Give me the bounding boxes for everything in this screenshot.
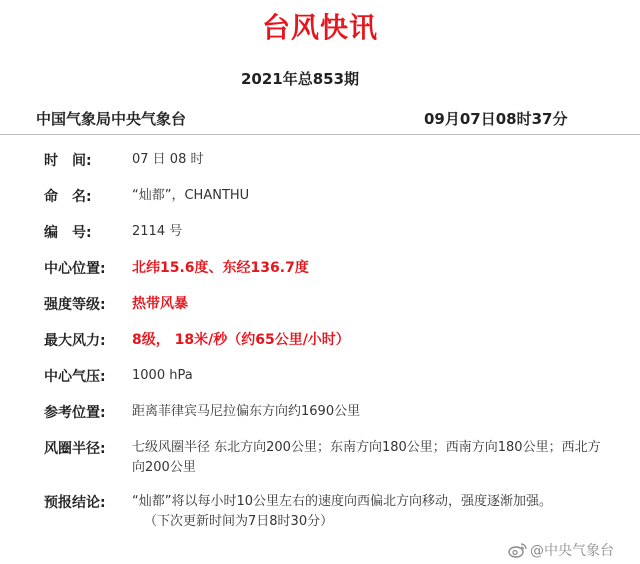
issue-number: 2021年总853期 — [240, 70, 360, 88]
field-value: 2114 号 — [132, 224, 183, 239]
field-value: 07 日 08 时 — [132, 152, 204, 167]
field-label: 编 号: — [44, 225, 92, 241]
agency-name: 中国气象局中央气象台 — [36, 110, 187, 128]
field-value: 1000 hPa — [132, 368, 193, 383]
field-label: 中心位置: — [44, 261, 106, 277]
field-label: 参考位置: — [44, 405, 106, 421]
watermark-text: @中央气象台 — [530, 543, 614, 559]
field-label: 时 间: — [44, 153, 92, 169]
field-value: 北纬15.6度、东经136.7度 — [132, 260, 309, 276]
forecast-text: “灿都”将以每小时10公里左右的速度向西偏北方向移动，强度逐渐加强。 — [132, 494, 553, 509]
field-label: 强度等级: — [44, 297, 106, 313]
field-value: 距离菲律宾马尼拉偏东方向约1690公里 — [132, 404, 361, 419]
field-label: 中心气压: — [44, 369, 106, 385]
field-value: 热带风暴 — [132, 296, 188, 312]
header-divider — [0, 134, 640, 135]
field-label: 最大风力: — [44, 333, 106, 349]
watermark — [508, 540, 614, 560]
field-label: 风圈半径: — [44, 441, 106, 457]
field-value: “灿都”，CHANTHU — [132, 188, 250, 203]
issue-datetime: 09月07日08时37分 — [424, 110, 568, 128]
field-value: 七级风圈半径 东北方向200公里；东南方向180公里；西南方向180公里；西北方向200公里 — [132, 440, 601, 475]
weibo-icon — [508, 542, 528, 558]
field-label: 命 名: — [44, 189, 92, 205]
field-value: 8级， 18米/秒（约65公里/小时） — [132, 332, 350, 348]
field-value — [132, 492, 602, 532]
page-title: 台风快讯 — [261, 11, 378, 44]
field-label: 预报结论: — [44, 495, 106, 511]
update-note: （下次更新时间为7日8时30分） — [144, 514, 334, 529]
